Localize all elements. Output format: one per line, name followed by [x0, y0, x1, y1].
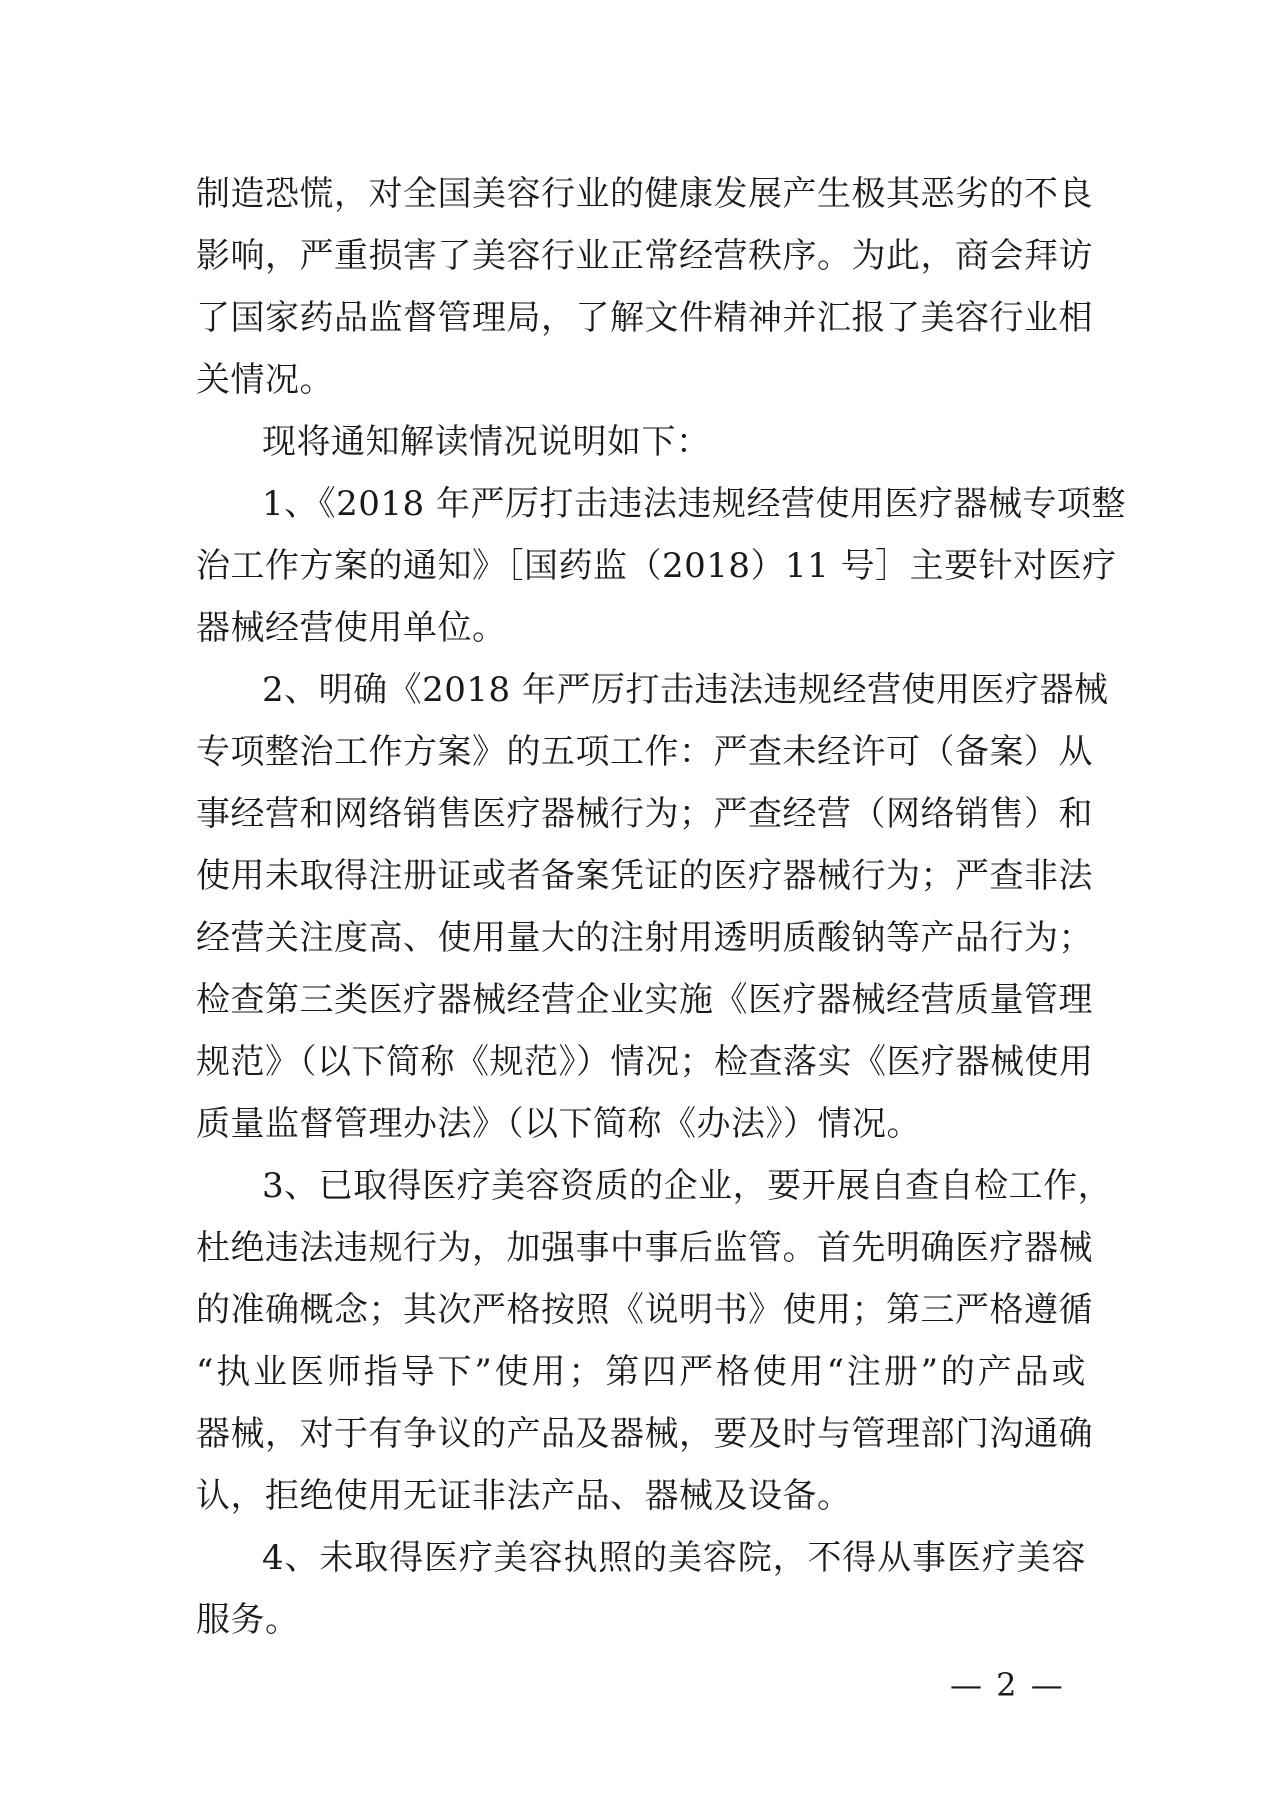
text-line-6: 1、《2018 年严厉打击违法违规经营使用医疗器械专项整 [262, 484, 1126, 524]
text-line-8: 器械经营使用单位。 [196, 608, 507, 648]
text-line-22: 认，拒绝使用无证非法产品、器械及设备。 [196, 1476, 852, 1516]
text-line-14: 检查第三类医疗器械经营企业实施《医疗器械经营质量管理 [196, 980, 1093, 1020]
text-line-9: 2、明确《2018 年严厉打击违法违规经营使用医疗器械 [262, 670, 1109, 710]
text-line-7: 治工作方案的通知》［国药监（2018）11 号］主要针对医疗 [196, 546, 1117, 586]
text-line-17: 3、已取得医疗美容资质的企业，要开展自查自检工作， [262, 1166, 1113, 1206]
text-line-19: 的准确概念；其次严格按照《说明书》使用；第三严格遵循 [196, 1290, 1093, 1330]
text-line-5: 现将通知解读情况说明如下： [262, 422, 711, 462]
text-line-3: 了国家药品监督管理局，了解文件精神并汇报了美容行业相 [196, 298, 1093, 338]
text-line-15: 规范》（以下简称《规范》）情况；检查落实《医疗器械使用 [196, 1042, 1094, 1082]
text-line-24: 服务。 [196, 1600, 300, 1640]
text-line-2: 影响，严重损害了美容行业正常经营秩序。为此，商会拜访 [196, 236, 1093, 276]
text-line-16: 质量监督管理办法》（以下简称《办法》）情况。 [196, 1104, 921, 1144]
text-line-21: 器械，对于有争议的产品及器械，要及时与管理部门沟通确 [196, 1414, 1093, 1454]
text-line-1: 制造恐慌，对全国美容行业的健康发展产生极其恶劣的不良 [196, 174, 1093, 214]
text-line-20: “执业医师指导下”使用；第四严格使用“注册”的产品或 [196, 1352, 1086, 1392]
text-line-4: 关情况。 [196, 360, 334, 400]
text-line-10: 专项整治工作方案》的五项工作：严查未经许可（备案）从 [196, 732, 1093, 772]
text-line-11: 事经营和网络销售医疗器械行为；严查经营（网络销售）和 [196, 794, 1093, 834]
page-number: — 2 — [950, 1666, 1065, 1704]
text-line-18: 杜绝违法违规行为，加强事中事后监管。首先明确医疗器械 [196, 1228, 1093, 1268]
text-line-12: 使用未取得注册证或者备案凭证的医疗器械行为；严查非法 [196, 856, 1093, 896]
text-line-13: 经营关注度高、使用量大的注射用透明质酸钠等产品行为； [196, 918, 1093, 958]
text-line-23: 4、未取得医疗美容执照的美容院，不得从事医疗美容 [262, 1538, 1086, 1578]
